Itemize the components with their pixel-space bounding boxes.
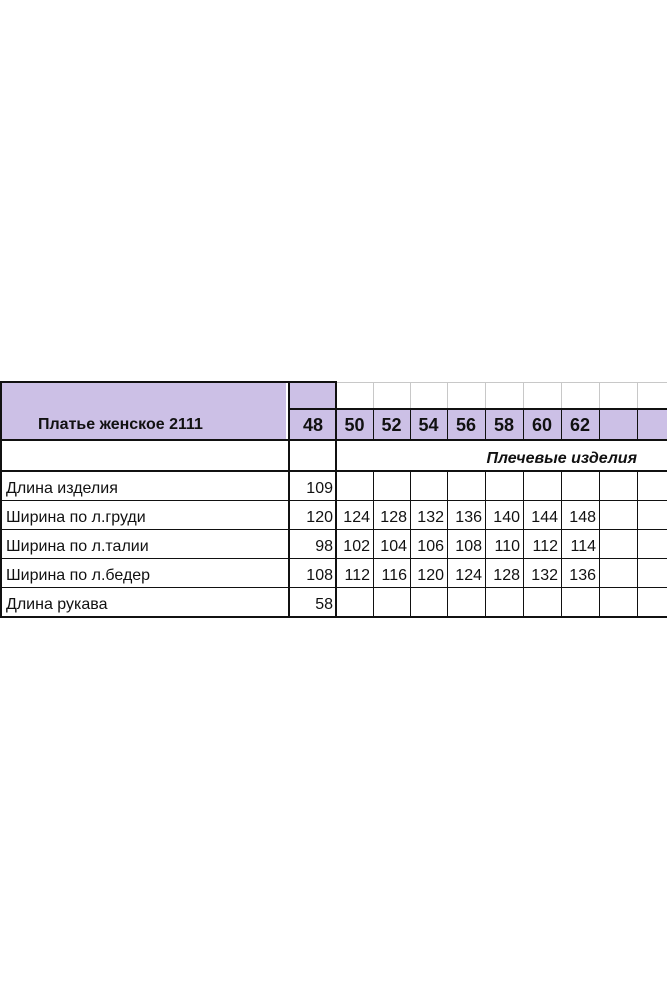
- row-label-waist: Ширина по л.талии: [6, 538, 149, 555]
- table-rule: [0, 529, 667, 530]
- table-rule: [447, 470, 448, 618]
- table-rule: [485, 470, 486, 618]
- size-header-50: 50: [344, 415, 365, 435]
- product-title: Платье женское 2111: [38, 416, 203, 433]
- grid-line: [599, 382, 600, 409]
- row-label-hips: Ширина по л.бедер: [6, 567, 151, 584]
- table-rule: [410, 408, 411, 441]
- table-rule: [523, 470, 524, 618]
- value-cell: 112: [532, 538, 558, 555]
- value-cell: 132: [531, 567, 558, 584]
- size-header-54: 54: [418, 415, 439, 435]
- value-cell: 98: [315, 538, 333, 555]
- value-cell: 108: [306, 567, 333, 584]
- value-cell: 140: [493, 509, 520, 526]
- size-header-52: 52: [381, 415, 402, 435]
- table-rule: [599, 470, 600, 618]
- value-cell: 144: [531, 509, 558, 526]
- grid-line: [523, 382, 524, 409]
- value-cell: 128: [493, 567, 520, 584]
- value-cell: 108: [455, 538, 482, 555]
- value-cell: 109: [306, 480, 333, 497]
- table-rule: [561, 408, 562, 441]
- grid-line: [410, 382, 411, 409]
- value-cell: 112: [344, 567, 370, 584]
- row-label-sleeve: Длина рукава: [6, 596, 108, 613]
- size-header-56: 56: [455, 415, 477, 435]
- table-rule: [0, 500, 667, 501]
- table-rule: [447, 408, 448, 441]
- section-subtitle: Плечевые изделия: [486, 450, 637, 467]
- value-cell: 124: [343, 509, 370, 526]
- size-header-58: 58: [493, 415, 515, 435]
- table-rule: [373, 470, 374, 618]
- value-cell: 58: [315, 596, 333, 613]
- row-label-length: Длина изделия: [6, 480, 118, 497]
- size-header-60: 60: [531, 415, 553, 435]
- value-cell: 110: [494, 538, 520, 555]
- grid-line: [485, 382, 486, 409]
- table-rule: [0, 470, 667, 472]
- table-rule: [410, 470, 411, 618]
- grid-line: [373, 382, 374, 409]
- table-rule: [289, 408, 667, 410]
- value-cell: 104: [380, 538, 407, 555]
- table-rule: [0, 616, 667, 618]
- value-cell: 106: [417, 538, 444, 555]
- table-rule: [0, 587, 667, 588]
- grid-line: [561, 382, 562, 409]
- value-cell: 120: [417, 567, 444, 584]
- value-cell: 114: [570, 538, 596, 555]
- value-cell: 102: [343, 538, 370, 555]
- table-rule: [637, 408, 638, 441]
- table-rule: [0, 381, 336, 383]
- table-rule: [485, 408, 486, 441]
- table-rule: [523, 408, 524, 441]
- table-rule: [0, 439, 667, 441]
- table-rule: [637, 470, 638, 618]
- size-header-62: 62: [569, 415, 591, 435]
- table-rule: [288, 381, 290, 618]
- value-cell: 136: [569, 567, 596, 584]
- value-cell: 136: [455, 509, 482, 526]
- value-cell: 120: [306, 509, 333, 526]
- row-label-chest: Ширина по л.груди: [6, 509, 146, 526]
- value-cell: 124: [455, 567, 482, 584]
- value-cell: 148: [569, 509, 596, 526]
- value-cell: 116: [381, 567, 407, 584]
- table-rule: [599, 408, 600, 441]
- table-rule: [561, 470, 562, 618]
- value-cell: 132: [417, 509, 444, 526]
- value-cell: 128: [380, 509, 407, 526]
- table-rule: [0, 381, 2, 618]
- size-header-48: 48: [302, 415, 324, 435]
- grid-line: [336, 382, 667, 383]
- table-rule: [373, 408, 374, 441]
- table-rule: [335, 381, 337, 618]
- grid-line: [637, 382, 638, 409]
- table-rule: [0, 558, 667, 559]
- grid-line: [447, 382, 448, 409]
